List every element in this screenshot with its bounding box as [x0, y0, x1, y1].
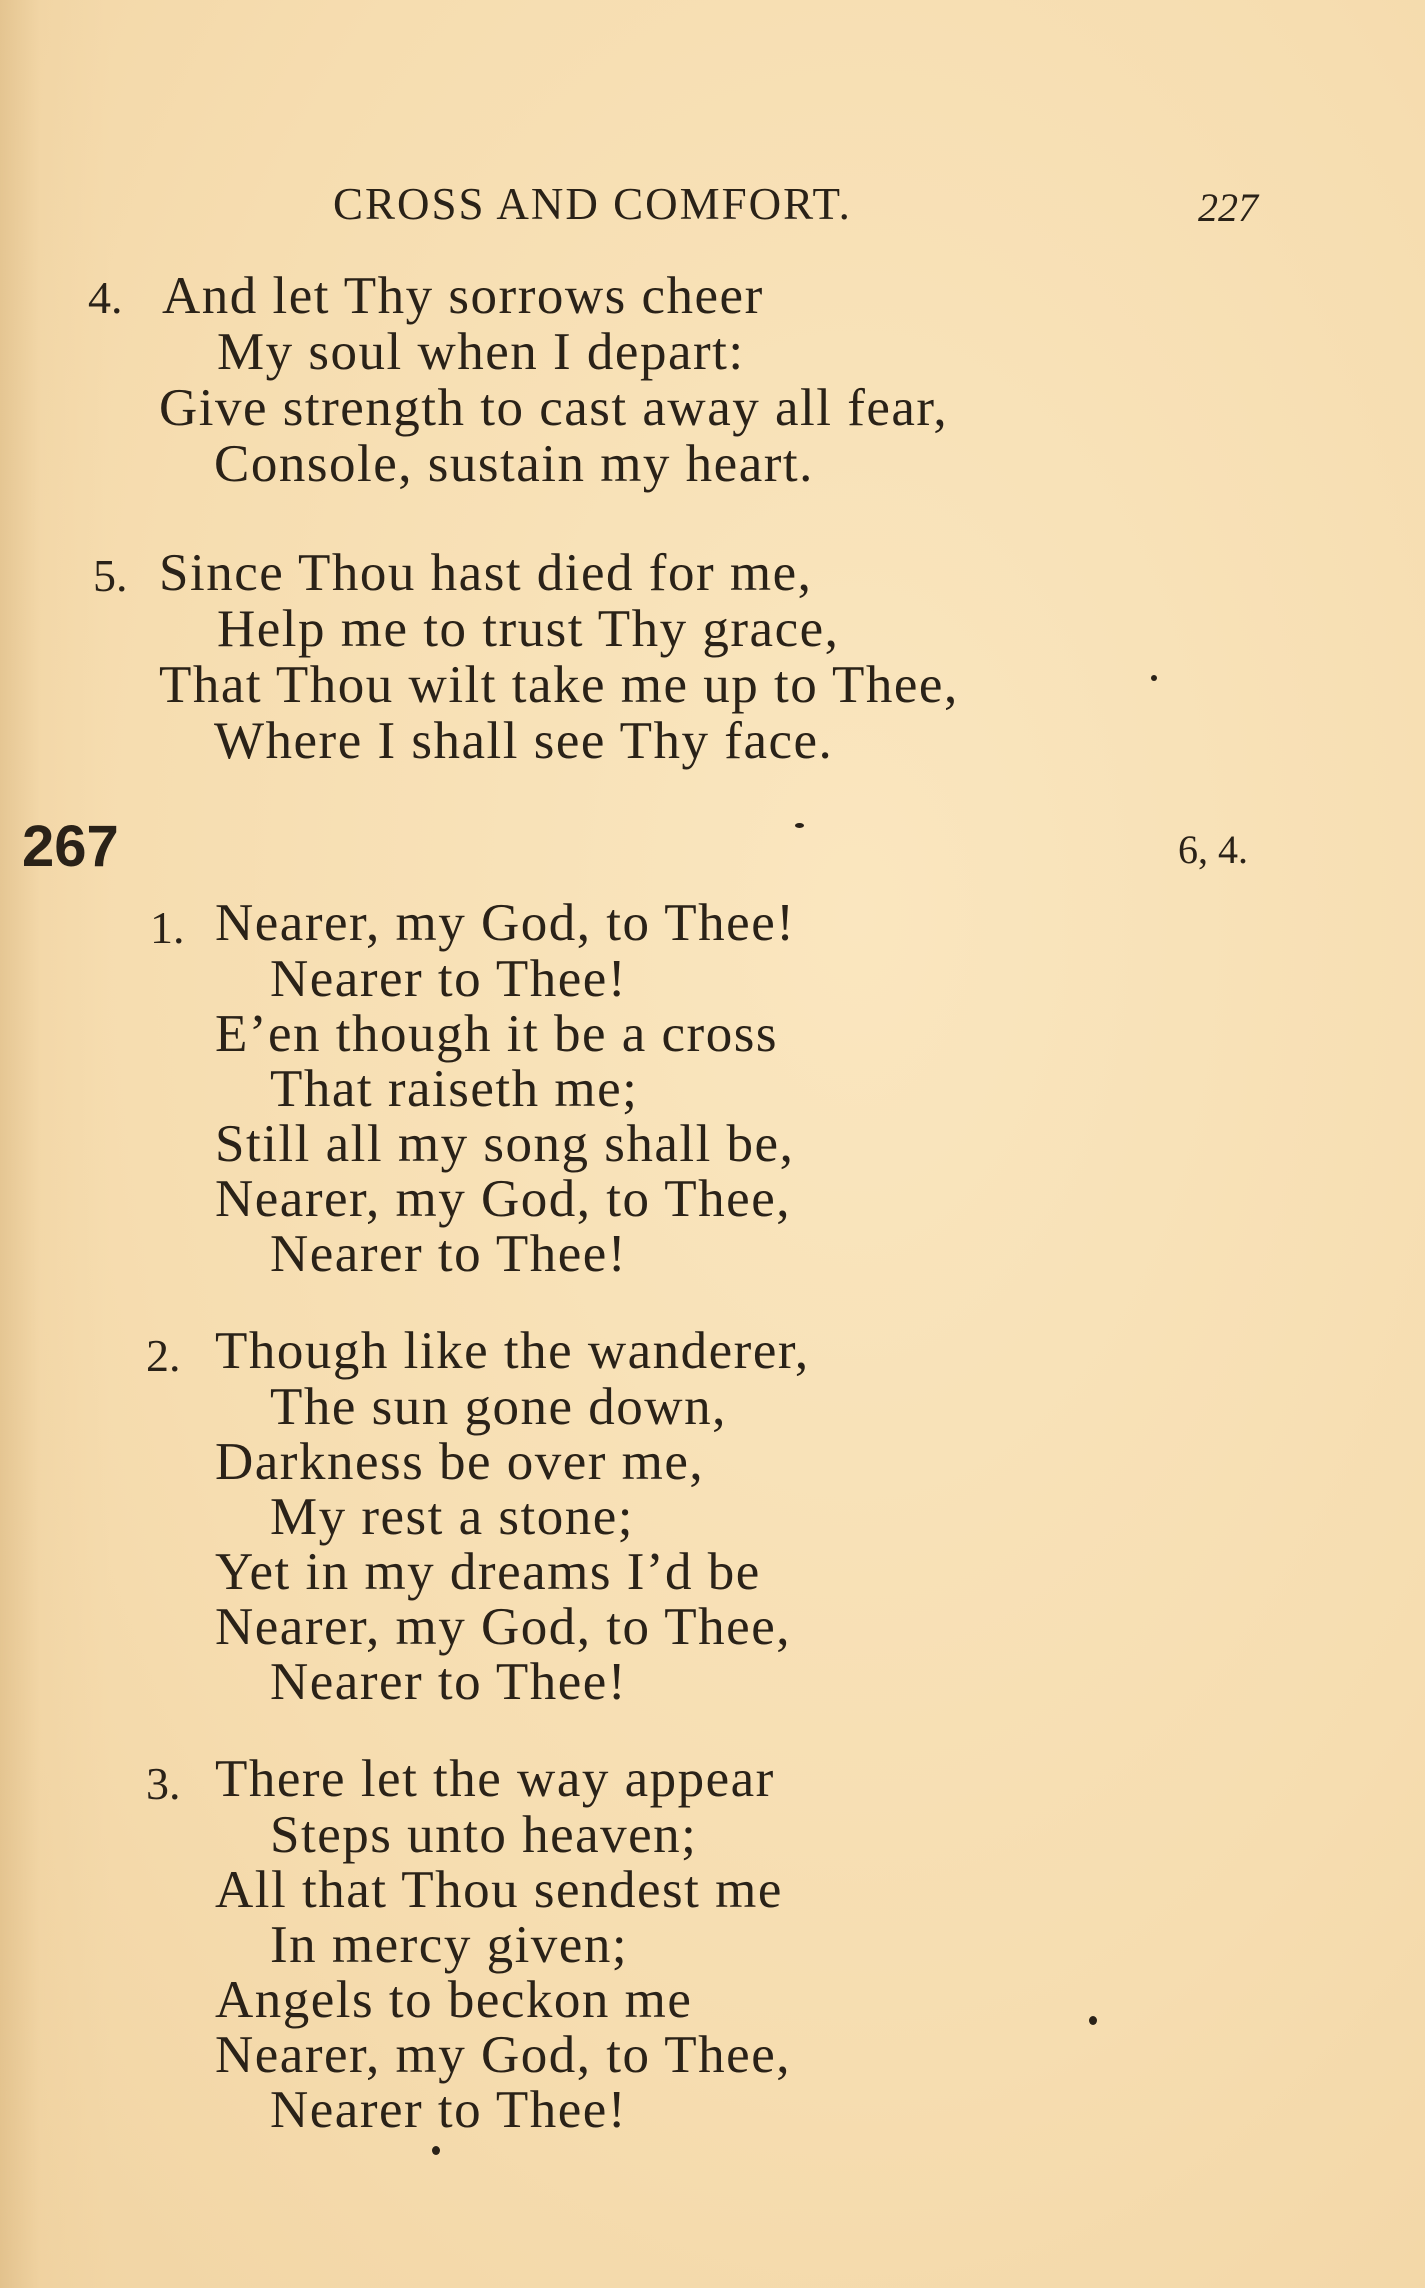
verse-line: Still all my song shall be, [215, 1115, 795, 1173]
verse-line: Console, sustain my heart. [214, 435, 814, 493]
ink-speck [1151, 675, 1157, 681]
verse-line: Nearer to Thee! [270, 950, 627, 1008]
verse-line: E’en though it be a cross [215, 1005, 778, 1063]
verse-line: The sun gone down, [270, 1378, 727, 1436]
verse-line: Since Thou hast died for me, [159, 544, 813, 602]
verse-line: Darkness be over me, [215, 1433, 705, 1491]
verse-line: Nearer to Thee! [270, 2081, 627, 2139]
verse-line: All that Thou sendest me [215, 1861, 783, 1919]
verse-line: In mercy given; [270, 1916, 629, 1974]
verse-line: Nearer, my God, to Thee, [215, 1170, 791, 1228]
verse-line: That raiseth me; [270, 1060, 639, 1118]
ink-speck [795, 823, 804, 828]
ink-speck [1089, 2016, 1097, 2025]
verse-line: Steps unto heaven; [270, 1806, 698, 1864]
verse-number: 2. [146, 1330, 181, 1381]
verse-line: Yet in my dreams I’d be [215, 1543, 761, 1601]
verse-line: My rest a stone; [270, 1488, 635, 1546]
verse-line: Help me to trust Thy grace, [217, 600, 840, 658]
verse-line: Nearer, my God, to Thee, [215, 1598, 791, 1656]
running-title: CROSS AND COMFORT. [333, 179, 852, 229]
verse-line: That Thou wilt take me up to Thee, [159, 656, 959, 714]
verse-number: 3. [146, 1758, 181, 1809]
verse-line: Where I shall see Thy face. [214, 712, 834, 770]
ink-speck [432, 2146, 440, 2155]
verse-line: Though like the wanderer, [215, 1322, 810, 1380]
hymn-meter: 6, 4. [1178, 827, 1248, 872]
verse-number: 5. [93, 550, 128, 601]
verse-number: 4. [88, 272, 123, 323]
verse-line: Nearer to Thee! [270, 1225, 627, 1283]
verse-line: Nearer, my God, to Thee, [215, 2026, 791, 2084]
hymn-number: 267 [22, 814, 119, 879]
verse-line: And let Thy sorrows cheer [162, 267, 764, 325]
verse-line: My soul when I depart: [217, 323, 745, 381]
verse-number: 1. [150, 902, 185, 953]
verse-line: Angels to beckon me [215, 1971, 693, 2029]
verse-line: There let the way appear [215, 1750, 775, 1808]
verse-line: Nearer, my God, to Thee! [215, 894, 796, 952]
verse-line: Nearer to Thee! [270, 1653, 627, 1711]
verse-line: Give strength to cast away all fear, [159, 379, 949, 437]
page-number: 227 [1198, 185, 1258, 230]
